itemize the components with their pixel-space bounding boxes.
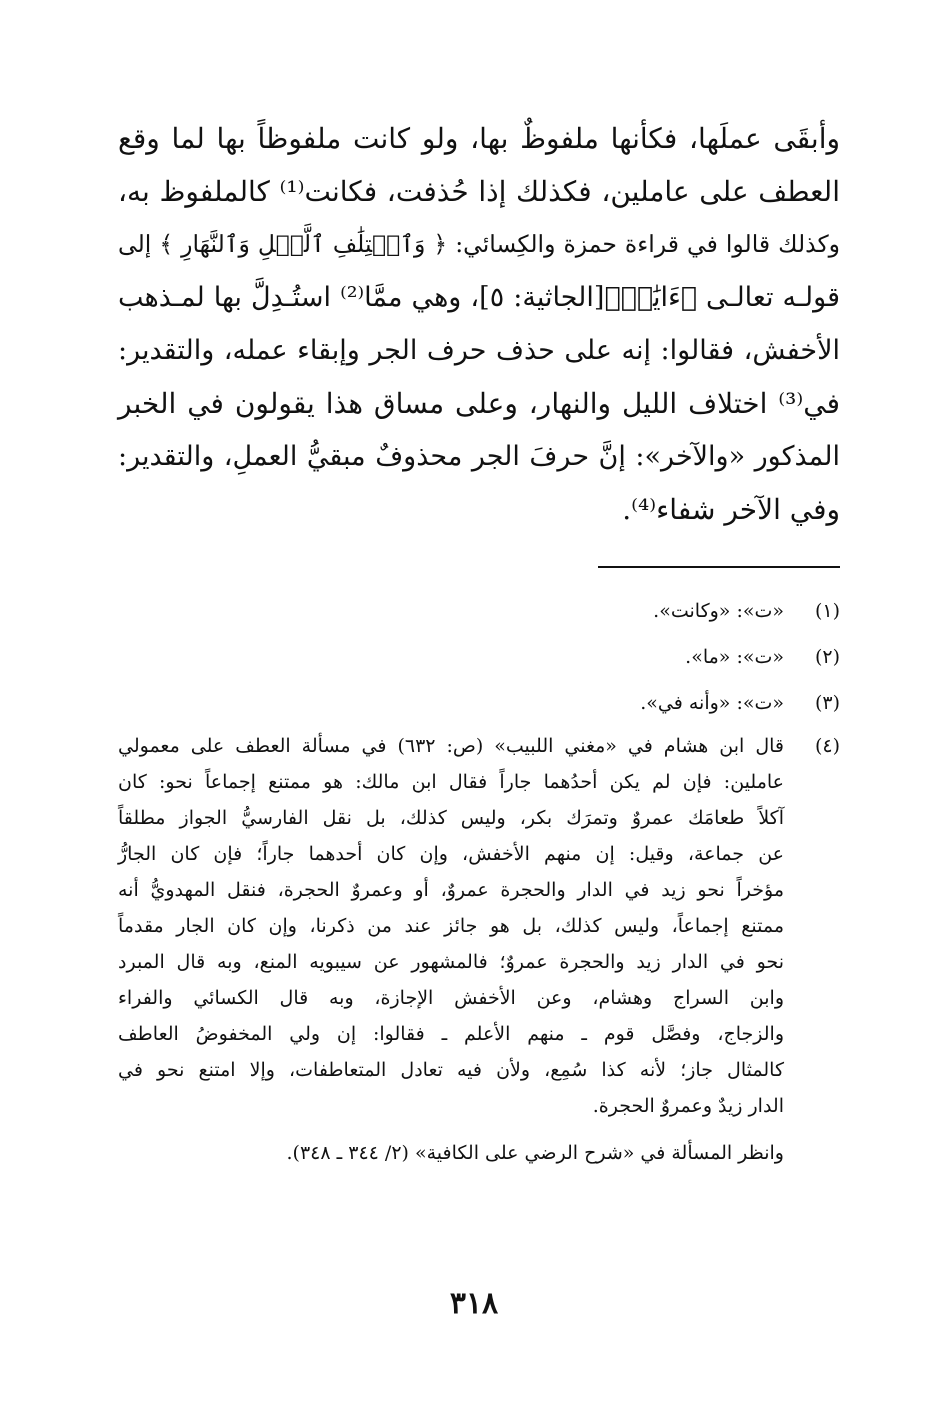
main-text-line: في⁽³⁾ اختلاف الليل والنهار، وعلى مساق هذا يقولون في الخبر [118, 387, 840, 420]
footnote-line: وابن السراج وهشام، وعن الأخفش الإجازة، وبه قال الكسائي والفراء [118, 987, 784, 1009]
footnote-number: (٢) [814, 646, 840, 668]
footnote-number: (٣) [814, 692, 840, 714]
footnote-text [118, 728, 784, 1124]
footnote-line: الدار زيدٌ وعمروٌ الحجرة. [592, 1095, 784, 1117]
footnote-line: والزجاج، وفصَّل قوم ـ منهم الأعلم ـ فقالوا: إن ولي المخفوضُ العاطف [118, 1023, 784, 1045]
main-text-line: وكذلك قالوا في قراءة حمزة والكِسائي: ﴿ وَٱخۡتِلَٰفِ ٱلَّيۡلِ وَٱلنَّهَارِ ﴾ إلى [118, 230, 840, 258]
main-text-line: وأبقَى عملَها، فكأنها ملفوظٌ بها، ولو كانت ملفوظاً بها لما وقع [118, 122, 840, 155]
footnote-text: «ت»: «ما». [685, 646, 784, 668]
footnote-line: ممتنع إجماعاً، وليس كذلك، بل هو جائز عند من ذكرنا، وإن كان الجار مقدماً [118, 915, 784, 937]
footnote-3 [118, 680, 840, 726]
main-text-line: قولـه تعالـى ﴿ءَايَٰتٞ﴾[الجاثية: ٥]، وهي ممَّا⁽²⁾ استُـدِلَّ بها لمـذهب [118, 282, 841, 313]
main-text-line: الأخفش، فقالوا: إنه على حذف حرف الجر وإبقاء عمله، والتقدير: [118, 335, 840, 366]
footnotes-section [118, 588, 840, 1174]
footnote-line: كالمثال جاز؛ لأنه كذا سُمِع، ولأن فيه تعادل المتعاطفات، وإلا امتنع نحو في [118, 1059, 784, 1081]
footnote-line: نحو في الدار زيد والحجرة عمروٌ؛ فالمشهور عن سيبويه المنع، وبه قال المبرد [118, 951, 784, 973]
footnote-text: «ت»: «وأنه في». [640, 692, 784, 714]
footnote-separator [598, 566, 840, 568]
main-text-line: العطف على عاملين، فكذلك إذا حُذفت، فكانت⁽¹⁾ كالملفوظ به، [118, 175, 840, 208]
footnote-number: (١) [814, 600, 840, 622]
main-text-line: وفي الآخر شفاء⁽⁴⁾. [622, 493, 840, 526]
footnote-4 [118, 728, 840, 1124]
footnote-1 [118, 588, 840, 634]
footnote-line: عن جماعة، وقيل: إن منهم الأخفش، وإن كان أحدهما جاراً؛ فإن كان الجارُّ [118, 843, 784, 865]
footnote-line: آكلاً طعامَك عمروٌ وتمرَك بكر، وليس كذلك، بل نقل الفارسيُّ الجواز مطلقاً [118, 807, 784, 829]
footnote-line: قال ابن هشام في «مغني اللبيب» (ص: ٦٣٢) في مسألة العطف على معمولي [118, 735, 785, 757]
footnote-number: (٤) [814, 735, 840, 757]
footnote-line: عاملين: فإن لم يكن أحدُهما جاراً فقال ابن مالك: هو ممتنع إجماعاً نحو: كان [118, 771, 784, 793]
main-text-block [118, 112, 840, 536]
footnote-line: مؤخراً نحو زيد في الدار والحجرة عمروٌ، أو وعمروٌ الحجرة، فنقل المهدويُّ أنه [118, 879, 784, 901]
main-text-line: المذكور «والآخر»: إنَّ حرفَ الجر محذوفٌ مبقيُّ العملِ، والتقدير: [118, 441, 840, 472]
page-number: ٣١٨ [449, 1286, 499, 1321]
footnote-2 [118, 634, 840, 680]
footnote-text: «ت»: «وكانت». [653, 600, 784, 622]
footnote-reference-line: وانظر المسألة في «شرح الرضي على الكافية» (٢/ ٣٤٤ ـ ٣٤٨). [286, 1142, 784, 1164]
